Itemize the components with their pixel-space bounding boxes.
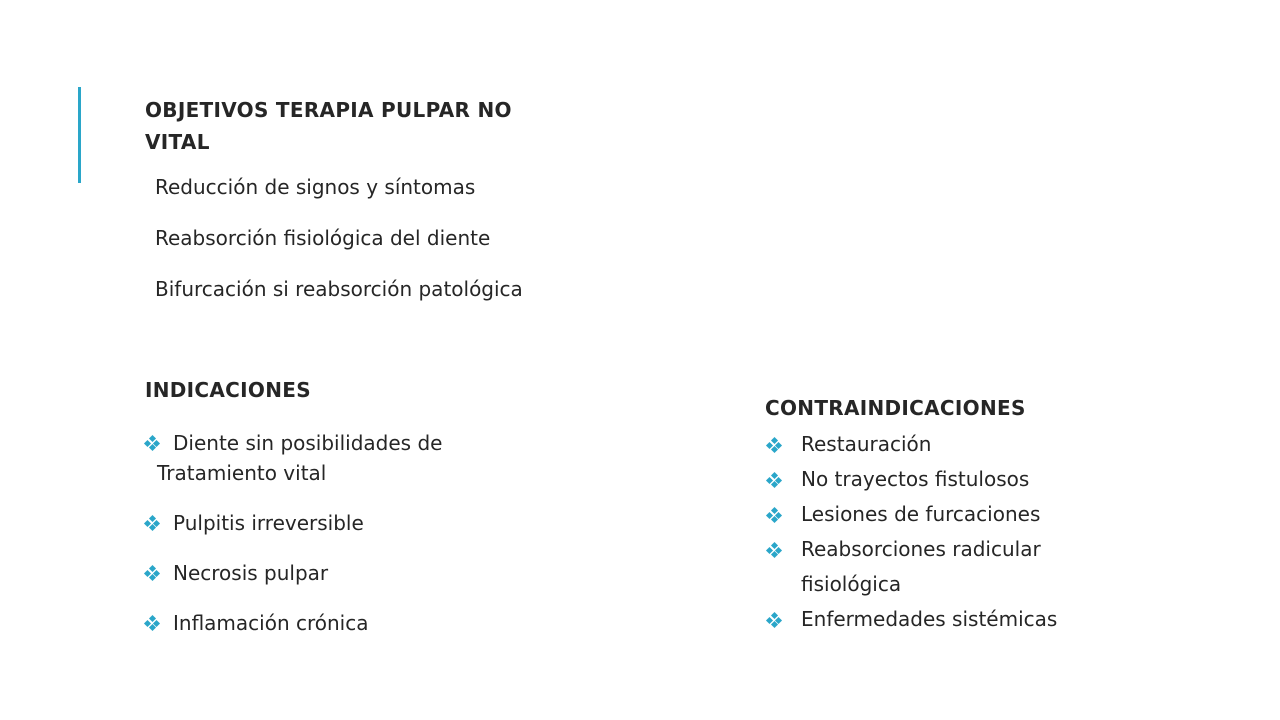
contraindication-text: Enfermedades sistémicas xyxy=(801,607,1058,631)
indication-item xyxy=(145,608,505,638)
four-diamond-bullet-icon xyxy=(145,436,159,450)
contraindications-heading: CONTRAINDICACIONES xyxy=(765,396,1026,420)
four-diamond-bullet-icon xyxy=(767,613,781,627)
accent-bar xyxy=(78,87,81,183)
contraindication-text: No trayectos fistulosos xyxy=(801,467,1030,491)
contraindication-item xyxy=(766,532,1106,602)
four-diamond-bullet-icon xyxy=(767,508,781,522)
indication-text: Diente sin posibilidades de Tratamiento vital xyxy=(157,431,443,485)
contraindication-text: Reabsorciones radicular fisiológica xyxy=(801,537,1041,596)
indication-item xyxy=(145,428,505,488)
contraindication-item xyxy=(766,462,1106,497)
indication-text: Necrosis pulpar xyxy=(173,561,329,585)
contraindication-item xyxy=(766,427,1106,462)
indication-item xyxy=(145,508,505,538)
four-diamond-bullet-icon xyxy=(767,473,781,487)
indications-list xyxy=(145,428,505,658)
contraindication-text: Restauración xyxy=(801,432,932,456)
objective-item: Reabsorción fisiológica del diente xyxy=(155,226,491,250)
contraindication-item xyxy=(766,602,1106,637)
objectives-list xyxy=(155,174,523,327)
four-diamond-bullet-icon xyxy=(145,616,159,630)
four-diamond-bullet-icon xyxy=(767,543,781,557)
contraindications-list xyxy=(766,427,1106,637)
indication-item xyxy=(145,558,505,588)
four-diamond-bullet-icon xyxy=(145,516,159,530)
indication-text: Inflamación crónica xyxy=(173,611,369,635)
four-diamond-bullet-icon xyxy=(767,438,781,452)
four-diamond-bullet-icon xyxy=(145,566,159,580)
objective-item: Bifurcación si reabsorción patológica xyxy=(155,277,523,301)
slide-title: OBJETIVOS TERAPIA PULPAR NO VITAL xyxy=(145,98,512,154)
indications-heading: INDICACIONES xyxy=(145,378,311,402)
contraindication-text: Lesiones de furcaciones xyxy=(801,502,1041,526)
indication-text: Pulpitis irreversible xyxy=(173,511,364,535)
objective-item: Reducción de signos y síntomas xyxy=(155,175,476,199)
contraindication-item xyxy=(766,497,1106,532)
